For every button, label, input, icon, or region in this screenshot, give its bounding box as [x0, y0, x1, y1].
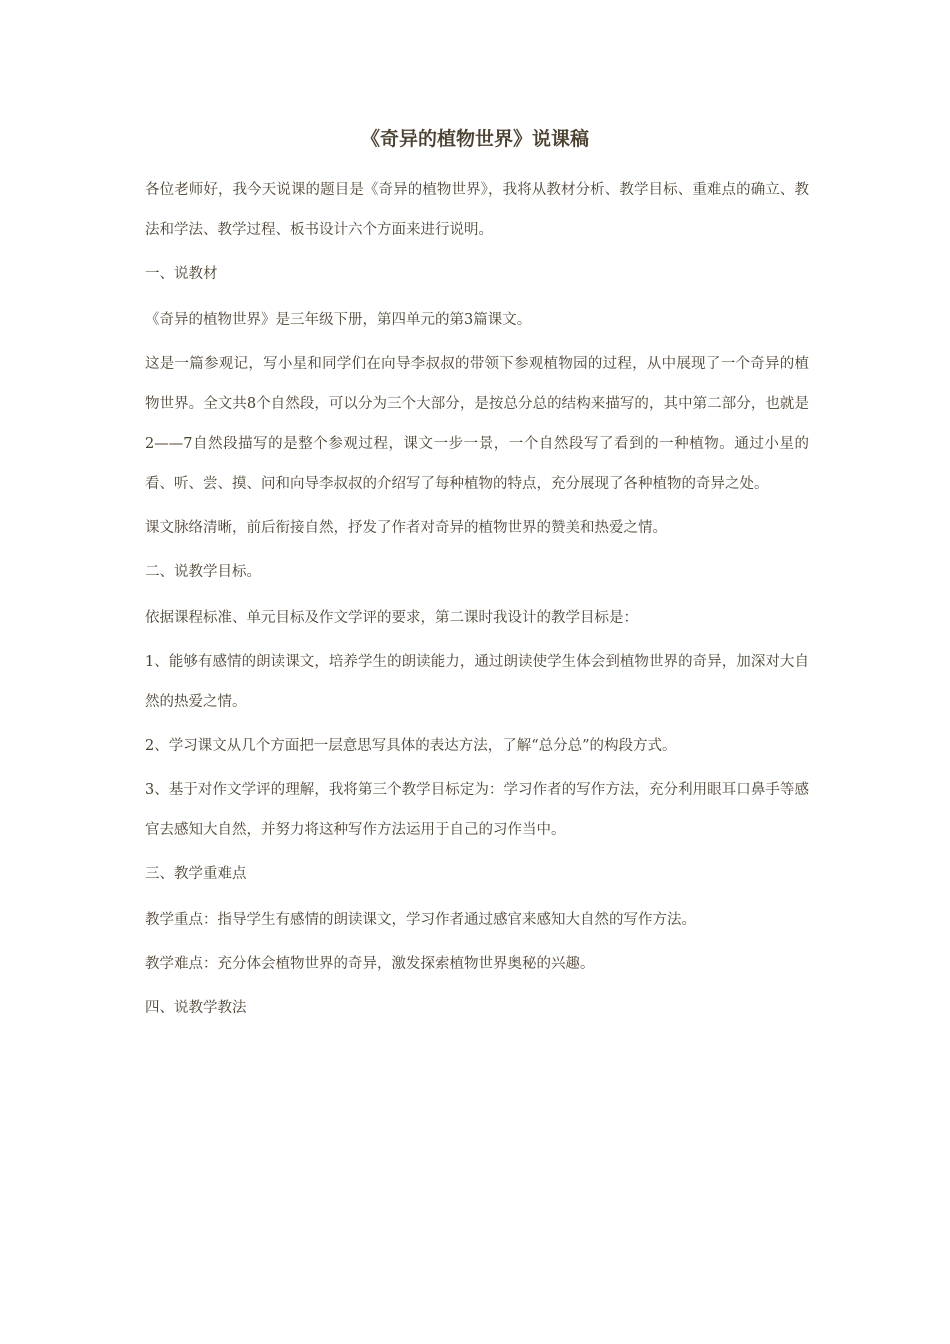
section-heading-textbook: 一、说教材 — [145, 266, 218, 282]
paragraph-goals-intro: 依据课程标准、单元目标及作文学评的要求，第二课时我设计的教学目标是： — [145, 610, 638, 626]
paragraph-textbook-location: 《奇异的植物世界》是三年级下册，第四单元的第3篇课文。 — [145, 312, 532, 328]
paragraph-goal-1: 1、能够有感情的朗读课文，培养学生的朗读能力，通过朗读使学生体会到植物世界的奇异，加深对大自然的热爱之情。 — [145, 654, 809, 710]
section-heading-key-points: 三、教学重难点 — [145, 866, 247, 882]
document-body — [145, 170, 809, 1034]
paragraph-intro: 各位老师好，我今天说课的题目是《奇异的植物世界》，我将从教材分析、教学目标、重难点的确立、教法和学法、教学过程、板书设计六个方面来进行说明。 — [145, 182, 809, 238]
document-title: 《奇异的植物世界》说课稿 — [360, 128, 589, 150]
section-heading-goals: 二、说教学目标。 — [145, 564, 261, 580]
section-heading-methods: 四、说教学教法 — [145, 1000, 247, 1016]
paragraph-textbook-content: 这是一篇参观记，写小星和同学们在向导李叔叔的带领下参观植物园的过程，从中展现了一个奇异的植物世界。全文共8个自然段，可以分为三个大部分，是按总分总的结构来描写的，其中第二部分，也就是2——7自然段描写的是整个参观过程，课文一步一景，一个自然段写了看到的一种植物。通过小星的看、听、尝、摸、问和向导李叔叔的介绍写了每种植物的特点，充分展现了各种植物的奇异之处。 — [145, 356, 809, 492]
paragraph-goal-3: 3、基于对作文学评的理解，我将第三个教学目标定为：学习作者的写作方法，充分利用眼耳口鼻手等感官去感知大自然，并努力将这种写作方法运用于自己的习作当中。 — [145, 782, 809, 838]
paragraph-difficult-point: 教学难点：充分体会植物世界的奇异，激发探索植物世界奥秘的兴趣。 — [145, 956, 595, 972]
paragraph-textbook-summary: 课文脉络清晰，前后衔接自然，抒发了作者对奇异的植物世界的赞美和热爱之情。 — [145, 520, 667, 536]
paragraph-key-point: 教学重点：指导学生有感情的朗读课文，学习作者通过感官来感知大自然的写作方法。 — [145, 912, 696, 928]
paragraph-goal-2: 2、学习课文从几个方面把一层意思写具体的表达方法，了解“总分总”的构段方式。 — [145, 738, 677, 754]
